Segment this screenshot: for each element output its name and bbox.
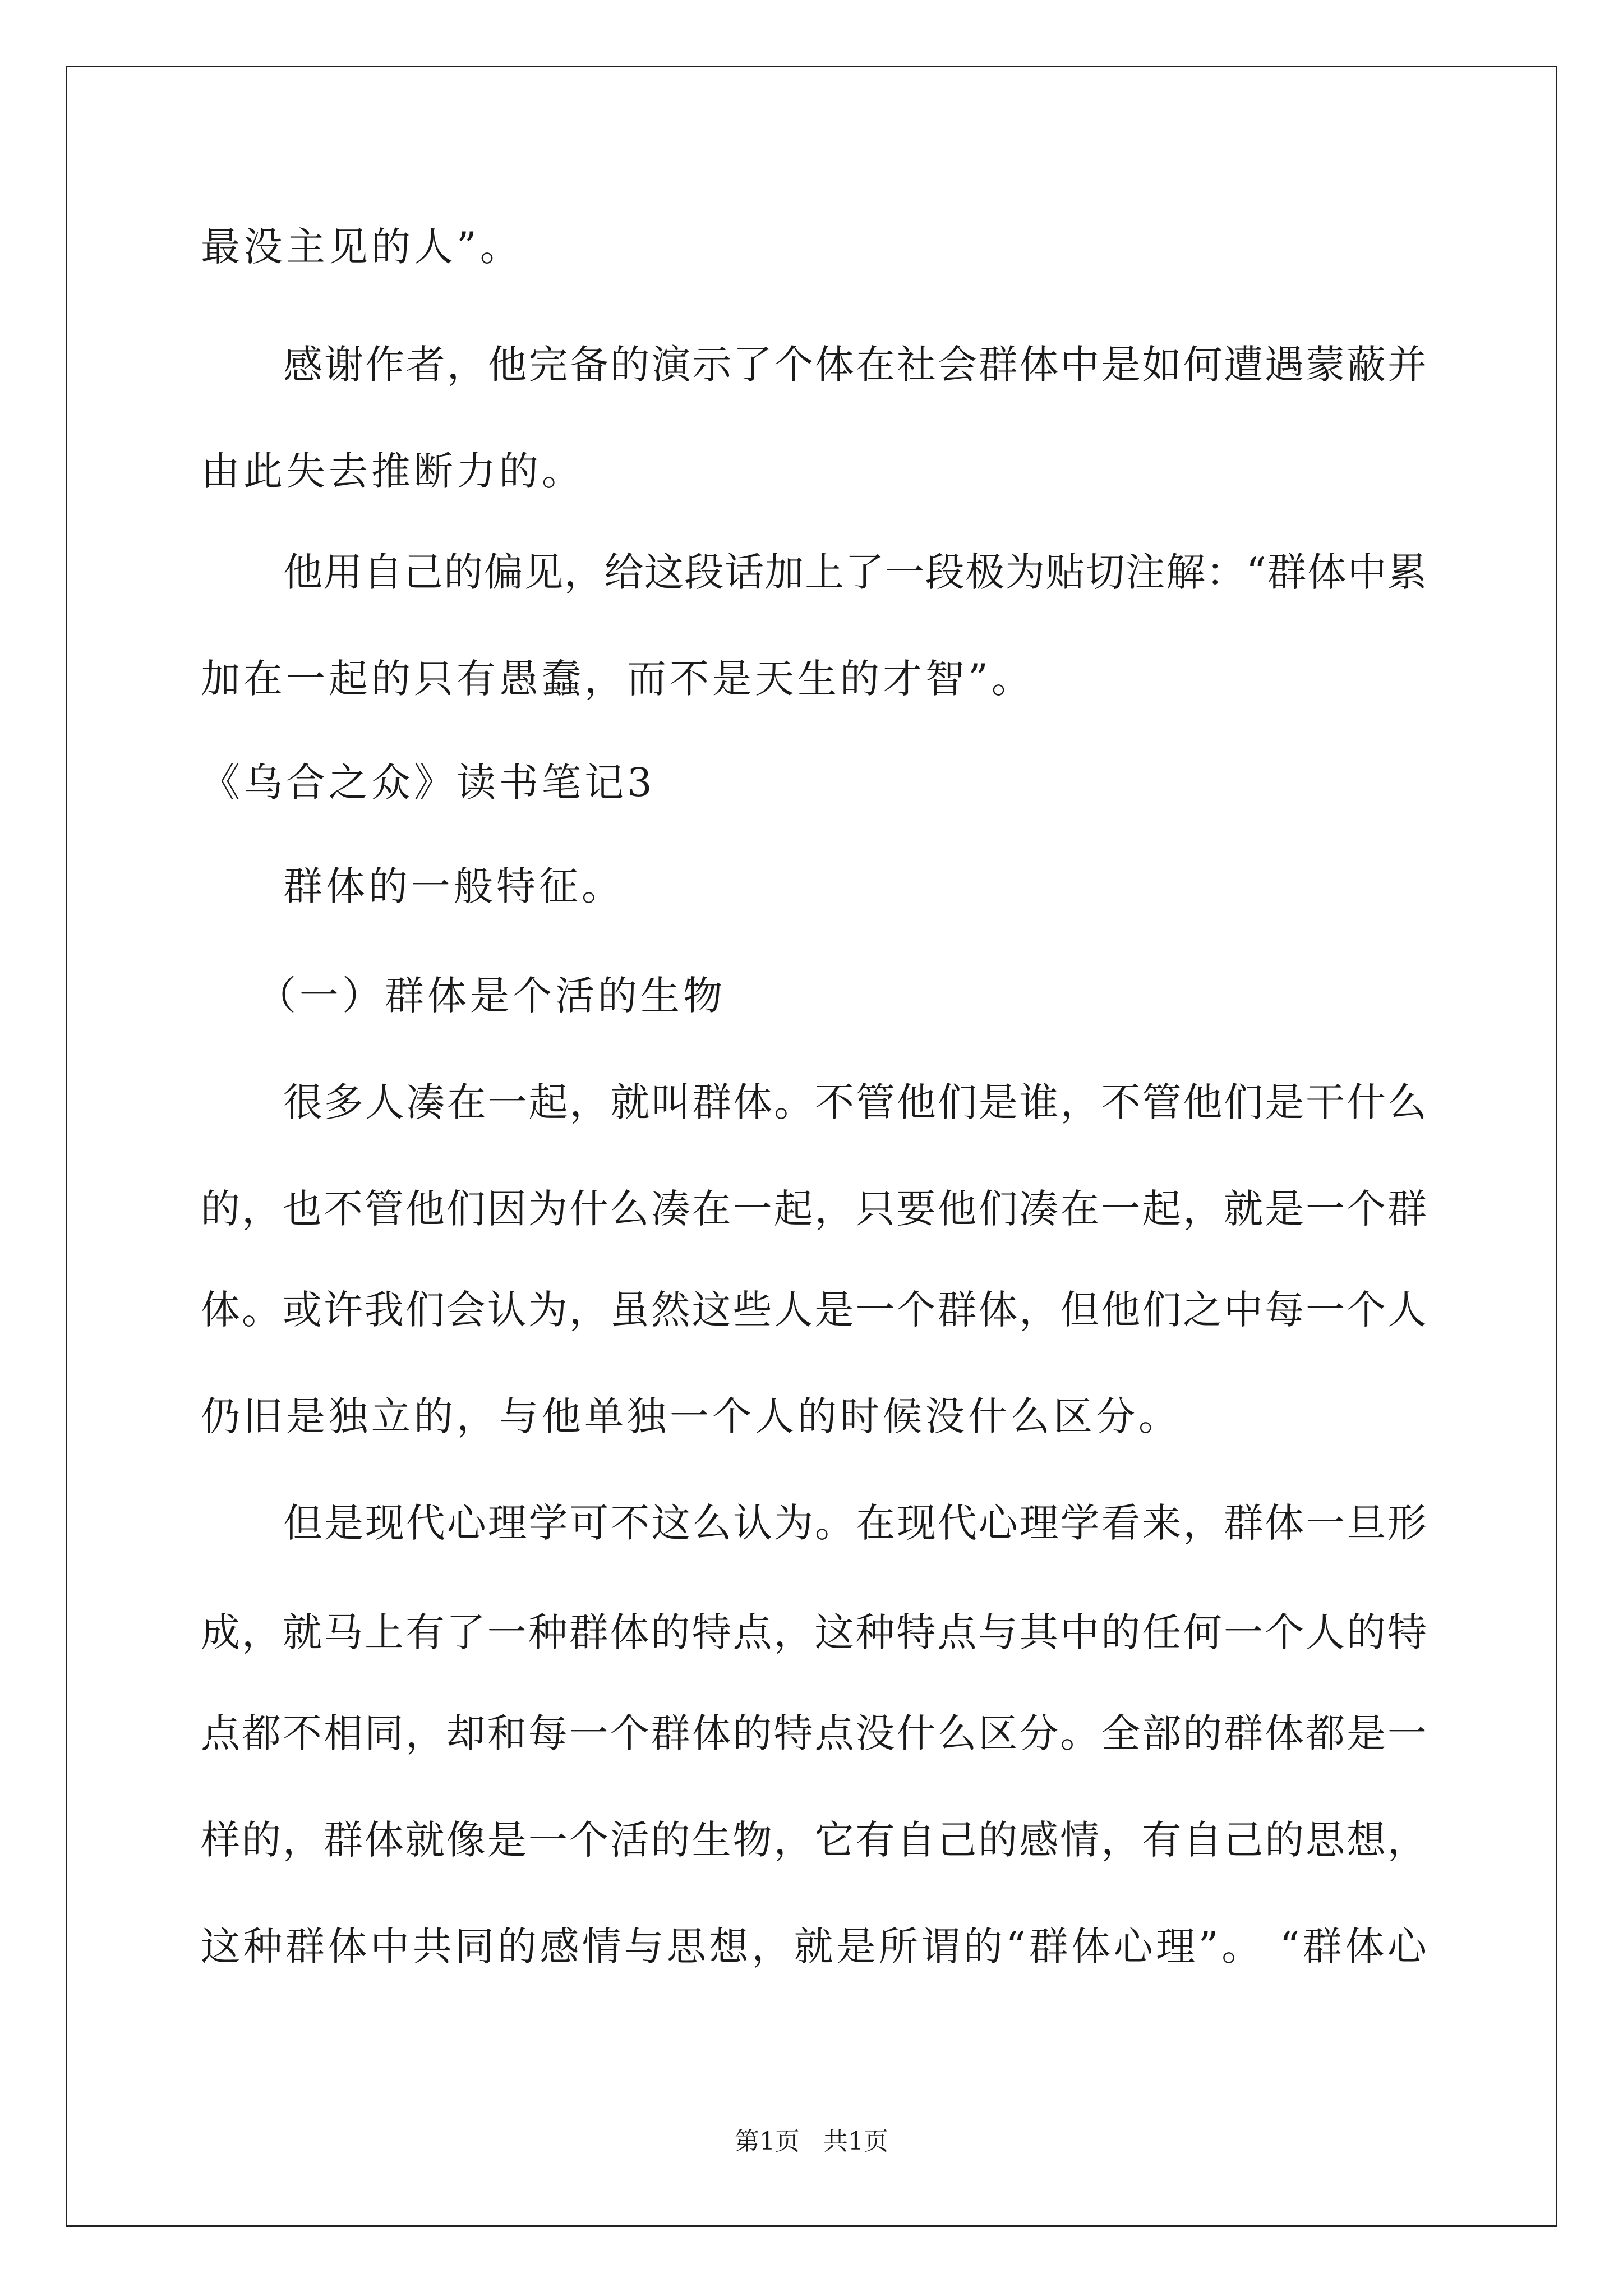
text-line-15: 点都不相同，却和每一个群体的特点没什么区分。全部的群体都是一 [201,1710,1427,1756]
text-line-7: 群体的一般特征。 [283,863,624,909]
text-line-1: 最没主见的人”。 [201,224,523,270]
subheading: （一）群体是个活的生物 [257,973,726,1019]
page-total: 共1页 [823,2127,888,2156]
text-line-13: 但是现代心理学可不这么认为。在现代心理学看来，群体一旦形 [283,1500,1427,1546]
page-number: 第1页 [735,2127,800,2156]
page-footer [0,2126,1623,2157]
section-heading: 《乌合之众》读书笔记3 [201,760,656,806]
text-line-12: 仍旧是独立的，与他单独一个人的时候没什么区分。 [201,1393,1181,1439]
text-line-3: 由此失去推断力的。 [201,448,584,494]
text-line-14: 成，就马上有了一种群体的特点，这种特点与其中的任何一个人的特 [201,1609,1427,1655]
text-line-5: 加在一起的只有愚蠢，而不是天生的才智”。 [201,656,1034,702]
text-line-9: 很多人凑在一起，就叫群体。不管他们是谁，不管他们是干什么 [283,1079,1427,1125]
text-line-10: 的，也不管他们因为什么凑在一起，只要他们凑在一起，就是一个群 [201,1186,1427,1232]
text-line-17: 这种群体中共同的感情与思想，就是所谓的“群体心理”。 “群体心 [201,1924,1427,1970]
text-line-2: 感谢作者，他完备的演示了个体在社会群体中是如何遭遇蒙蔽并 [283,342,1427,388]
text-line-4: 他用自己的偏见，给这段话加上了一段极为贴切注解：“群体中累 [283,549,1427,595]
text-line-16: 样的，群体就像是一个活的生物，它有自己的感情，有自己的思想， [201,1817,1427,1863]
text-line-11: 体。或许我们会认为，虽然这些人是一个群体，但他们之中每一个人 [201,1287,1427,1333]
